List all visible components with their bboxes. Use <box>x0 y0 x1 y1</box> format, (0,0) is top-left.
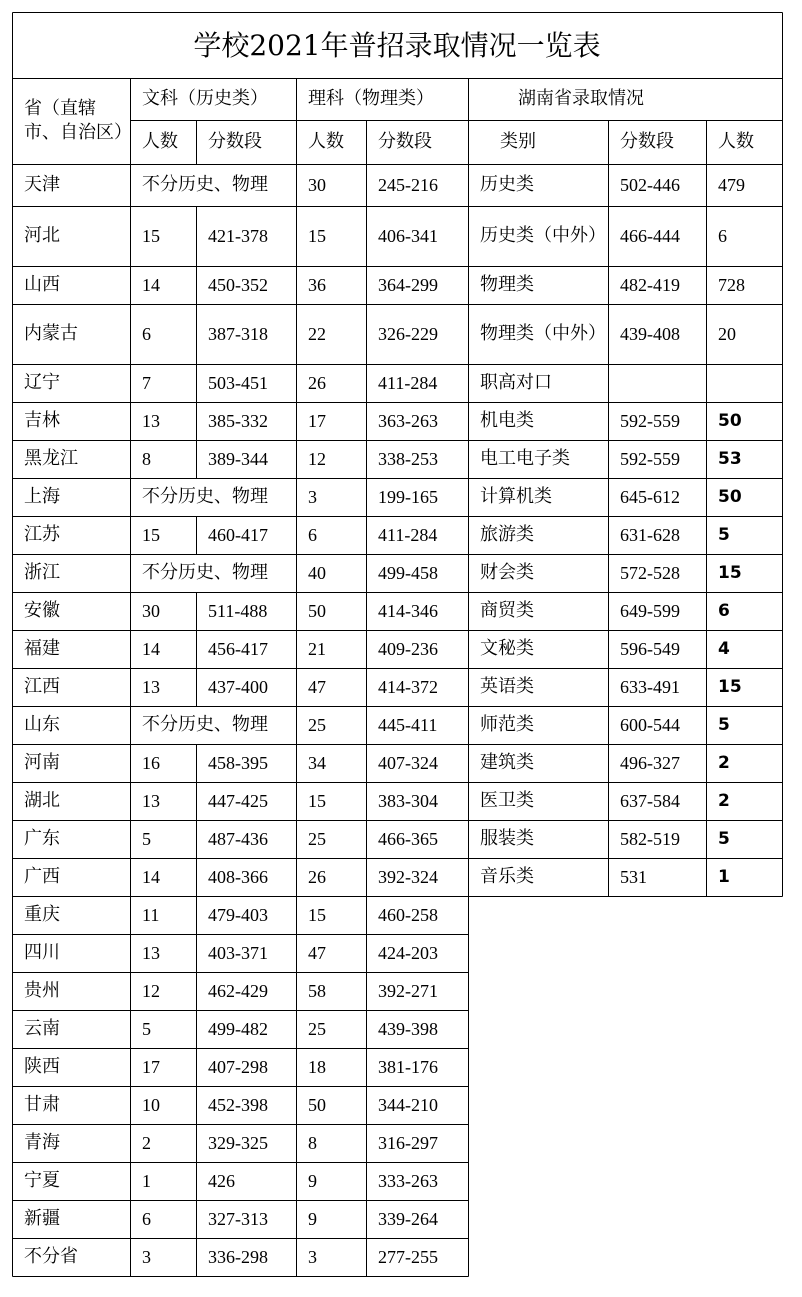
province-name: 河北 <box>24 225 60 246</box>
wen-count: 15 <box>142 226 160 246</box>
wen-range: 407-298 <box>208 1057 268 1077</box>
li-range: 363-263 <box>378 411 438 431</box>
li-range: 277-255 <box>378 1247 438 1267</box>
province-name: 内蒙古 <box>24 323 78 344</box>
li-count: 15 <box>308 226 326 246</box>
wen-count: 14 <box>142 275 160 295</box>
hunan-category: 建筑类 <box>480 752 534 773</box>
li-range: 445-411 <box>378 715 438 735</box>
province-name: 重庆 <box>24 904 60 925</box>
province-name: 四川 <box>24 942 60 963</box>
wen-count: 6 <box>142 1209 151 1229</box>
hunan-category: 音乐类 <box>480 866 534 887</box>
hunan-range <box>608 364 706 402</box>
wen-range: 385-332 <box>208 411 268 431</box>
li-count: 25 <box>308 1019 326 1039</box>
wen-range: 426 <box>208 1171 235 1191</box>
hunan-count: 4 <box>718 639 730 659</box>
li-count: 50 <box>308 601 326 621</box>
li-range: 339-264 <box>378 1209 438 1229</box>
wen-count: 10 <box>142 1095 160 1115</box>
li-range: 381-176 <box>378 1057 438 1077</box>
wen-count: 5 <box>142 829 151 849</box>
province-name: 上海 <box>24 486 60 507</box>
hunan-category: 物理类 <box>480 274 534 295</box>
hunan-count: 479 <box>718 175 745 195</box>
wen-range: 336-298 <box>208 1247 268 1267</box>
hunan-range: 596-549 <box>620 639 680 659</box>
hunan-category: 职高对口 <box>480 372 552 393</box>
wen-range: 329-325 <box>208 1133 268 1153</box>
wen-count: 7 <box>142 373 151 393</box>
li-count: 9 <box>308 1171 317 1191</box>
header-wenke: 文科（历史类） <box>142 88 268 109</box>
wen-count: 14 <box>142 639 160 659</box>
li-range: 499-458 <box>378 563 438 583</box>
wen-range: 456-417 <box>208 639 268 659</box>
hunan-count: 5 <box>718 715 730 735</box>
merged-note: 不分历史、物理 <box>142 714 268 735</box>
li-count: 9 <box>308 1209 317 1229</box>
header-hunan: 湖南省录取情况 <box>518 88 644 109</box>
province-name: 辽宁 <box>24 372 60 393</box>
li-range: 414-346 <box>378 601 438 621</box>
hunan-range: 592-559 <box>620 411 680 431</box>
hunan-count: 53 <box>718 449 742 469</box>
hunan-count: 1 <box>718 867 730 887</box>
li-count: 36 <box>308 275 326 295</box>
li-count: 40 <box>308 563 326 583</box>
hunan-count <box>706 364 782 402</box>
li-count: 47 <box>308 677 326 697</box>
wen-range: 487-436 <box>208 829 268 849</box>
hunan-category: 服装类 <box>480 828 534 849</box>
li-count: 30 <box>308 175 326 195</box>
hunan-count: 50 <box>718 411 742 431</box>
province-name: 广西 <box>24 866 60 887</box>
hunan-count: 6 <box>718 226 727 246</box>
province-name: 安徽 <box>24 600 60 621</box>
wen-count: 14 <box>142 867 160 887</box>
wen-range: 511-488 <box>208 601 268 621</box>
li-range: 406-341 <box>378 226 438 246</box>
province-name: 山西 <box>24 274 60 295</box>
wen-count: 13 <box>142 943 160 963</box>
header-hunan-count: 人数 <box>718 131 754 152</box>
wen-count: 5 <box>142 1019 151 1039</box>
province-name: 黑龙江 <box>24 448 78 469</box>
hunan-range: 582-519 <box>620 829 680 849</box>
hunan-range: 631-628 <box>620 525 680 545</box>
hunan-count: 2 <box>718 791 730 811</box>
hunan-range: 645-612 <box>620 487 680 507</box>
wen-range: 421-378 <box>208 226 268 246</box>
province-name: 山东 <box>24 714 60 735</box>
hunan-count: 2 <box>718 753 730 773</box>
li-range: 392-271 <box>378 981 438 1001</box>
wen-count: 13 <box>142 411 160 431</box>
province-name: 浙江 <box>24 562 60 583</box>
li-range: 199-165 <box>378 487 438 507</box>
li-range: 326-229 <box>378 324 438 344</box>
header-hunan-category: 类别 <box>500 131 536 152</box>
province-name: 福建 <box>24 638 60 659</box>
hunan-category: 商贸类 <box>480 600 534 621</box>
li-count: 22 <box>308 324 326 344</box>
wen-range: 452-398 <box>208 1095 268 1115</box>
hunan-count: 5 <box>718 525 730 545</box>
li-range: 439-398 <box>378 1019 438 1039</box>
hunan-category: 英语类 <box>480 676 534 697</box>
header-hunan-range: 分数段 <box>620 131 674 152</box>
li-range: 338-253 <box>378 449 438 469</box>
province-name: 甘肃 <box>24 1094 60 1115</box>
province-name: 不分省 <box>24 1246 78 1267</box>
li-range: 364-299 <box>378 275 438 295</box>
li-count: 26 <box>308 867 326 887</box>
header-province: 省（直辖市、自治区） <box>24 98 132 143</box>
li-count: 3 <box>308 1247 317 1267</box>
wen-range: 479-403 <box>208 905 268 925</box>
hunan-range: 649-599 <box>620 601 680 621</box>
li-count: 15 <box>308 905 326 925</box>
hunan-count: 15 <box>718 563 742 583</box>
hunan-count: 20 <box>718 324 736 344</box>
hunan-count: 50 <box>718 487 742 507</box>
li-count: 17 <box>308 411 326 431</box>
hunan-range: 439-408 <box>620 324 680 344</box>
li-range: 383-304 <box>378 791 438 811</box>
hunan-range: 482-419 <box>620 275 680 295</box>
li-count: 50 <box>308 1095 326 1115</box>
li-range: 414-372 <box>378 677 438 697</box>
header-wen-range: 分数段 <box>208 131 262 152</box>
hunan-category: 物理类（中外） <box>480 323 606 344</box>
li-range: 411-284 <box>378 373 438 393</box>
province-name: 吉林 <box>24 410 60 431</box>
li-range: 316-297 <box>378 1133 438 1153</box>
merged-note: 不分历史、物理 <box>142 486 268 507</box>
header-like: 理科（物理类） <box>308 88 434 109</box>
li-count: 21 <box>308 639 326 659</box>
hunan-category: 计算机类 <box>480 486 552 507</box>
li-range: 424-203 <box>378 943 438 963</box>
header-li-count: 人数 <box>308 131 344 152</box>
wen-count: 2 <box>142 1133 151 1153</box>
hunan-category: 旅游类 <box>480 524 534 545</box>
hunan-category: 医卫类 <box>480 790 534 811</box>
hunan-range: 637-584 <box>620 791 680 811</box>
li-range: 411-284 <box>378 525 438 545</box>
province-name: 广东 <box>24 828 60 849</box>
li-count: 25 <box>308 829 326 849</box>
li-range: 392-324 <box>378 867 438 887</box>
header-li-range: 分数段 <box>378 131 432 152</box>
province-name: 江苏 <box>24 524 60 545</box>
hunan-range: 572-528 <box>620 563 680 583</box>
wen-range: 327-313 <box>208 1209 268 1229</box>
hunan-count: 6 <box>718 601 730 621</box>
li-count: 25 <box>308 715 326 735</box>
wen-range: 499-482 <box>208 1019 268 1039</box>
li-count: 12 <box>308 449 326 469</box>
li-range: 409-236 <box>378 639 438 659</box>
province-name: 江西 <box>24 676 60 697</box>
hunan-range: 502-446 <box>620 175 680 195</box>
hunan-category: 财会类 <box>480 562 534 583</box>
li-range: 466-365 <box>378 829 438 849</box>
hunan-range: 531 <box>620 867 647 887</box>
li-count: 34 <box>308 753 326 773</box>
province-name: 宁夏 <box>24 1170 60 1191</box>
wen-range: 403-371 <box>208 943 268 963</box>
wen-count: 30 <box>142 601 160 621</box>
wen-count: 6 <box>142 324 151 344</box>
li-count: 58 <box>308 981 326 1001</box>
hunan-range: 633-491 <box>620 677 680 697</box>
li-count: 18 <box>308 1057 326 1077</box>
li-count: 3 <box>308 487 317 507</box>
province-name: 陕西 <box>24 1056 60 1077</box>
wen-count: 15 <box>142 525 160 545</box>
page-title: 学校2021年普招录取情况一览表 <box>193 29 601 62</box>
wen-range: 503-451 <box>208 373 268 393</box>
wen-count: 8 <box>142 449 151 469</box>
hunan-category: 师范类 <box>480 714 534 735</box>
province-name: 云南 <box>24 1018 60 1039</box>
wen-range: 387-318 <box>208 324 268 344</box>
li-range: 333-263 <box>378 1171 438 1191</box>
province-name: 青海 <box>24 1132 60 1153</box>
hunan-category: 历史类 <box>480 174 534 195</box>
hunan-category: 电工电子类 <box>480 448 570 469</box>
province-name: 天津 <box>24 174 60 195</box>
wen-count: 13 <box>142 677 160 697</box>
wen-range: 450-352 <box>208 275 268 295</box>
hunan-range: 496-327 <box>620 753 680 773</box>
wen-count: 17 <box>142 1057 160 1077</box>
wen-range: 460-417 <box>208 525 268 545</box>
li-range: 460-258 <box>378 905 438 925</box>
wen-range: 408-366 <box>208 867 268 887</box>
li-count: 15 <box>308 791 326 811</box>
wen-count: 12 <box>142 981 160 1001</box>
li-count: 8 <box>308 1133 317 1153</box>
wen-range: 447-425 <box>208 791 268 811</box>
li-range: 407-324 <box>378 753 438 773</box>
merged-note: 不分历史、物理 <box>142 174 268 195</box>
wen-count: 3 <box>142 1247 151 1267</box>
hunan-category: 机电类 <box>480 410 534 431</box>
wen-range: 437-400 <box>208 677 268 697</box>
li-range: 245-216 <box>378 175 438 195</box>
wen-count: 13 <box>142 791 160 811</box>
hunan-count: 5 <box>718 829 730 849</box>
hunan-count: 15 <box>718 677 742 697</box>
header-wen-count: 人数 <box>142 131 178 152</box>
li-count: 47 <box>308 943 326 963</box>
wen-count: 16 <box>142 753 160 773</box>
li-count: 26 <box>308 373 326 393</box>
wen-count: 11 <box>142 905 160 925</box>
hunan-count: 728 <box>718 275 745 295</box>
hunan-range: 592-559 <box>620 449 680 469</box>
hunan-range: 466-444 <box>620 226 680 246</box>
li-range: 344-210 <box>378 1095 438 1115</box>
hunan-category: 文秘类 <box>480 638 534 659</box>
hunan-range: 600-544 <box>620 715 680 735</box>
wen-range: 462-429 <box>208 981 268 1001</box>
province-name: 湖北 <box>24 790 60 811</box>
province-name: 河南 <box>24 752 60 773</box>
wen-range: 458-395 <box>208 753 268 773</box>
province-name: 新疆 <box>24 1208 60 1229</box>
province-name: 贵州 <box>24 980 60 1001</box>
li-count: 6 <box>308 525 317 545</box>
wen-count: 1 <box>142 1171 151 1191</box>
merged-note: 不分历史、物理 <box>142 562 268 583</box>
hunan-category: 历史类（中外） <box>480 225 606 246</box>
wen-range: 389-344 <box>208 449 268 469</box>
